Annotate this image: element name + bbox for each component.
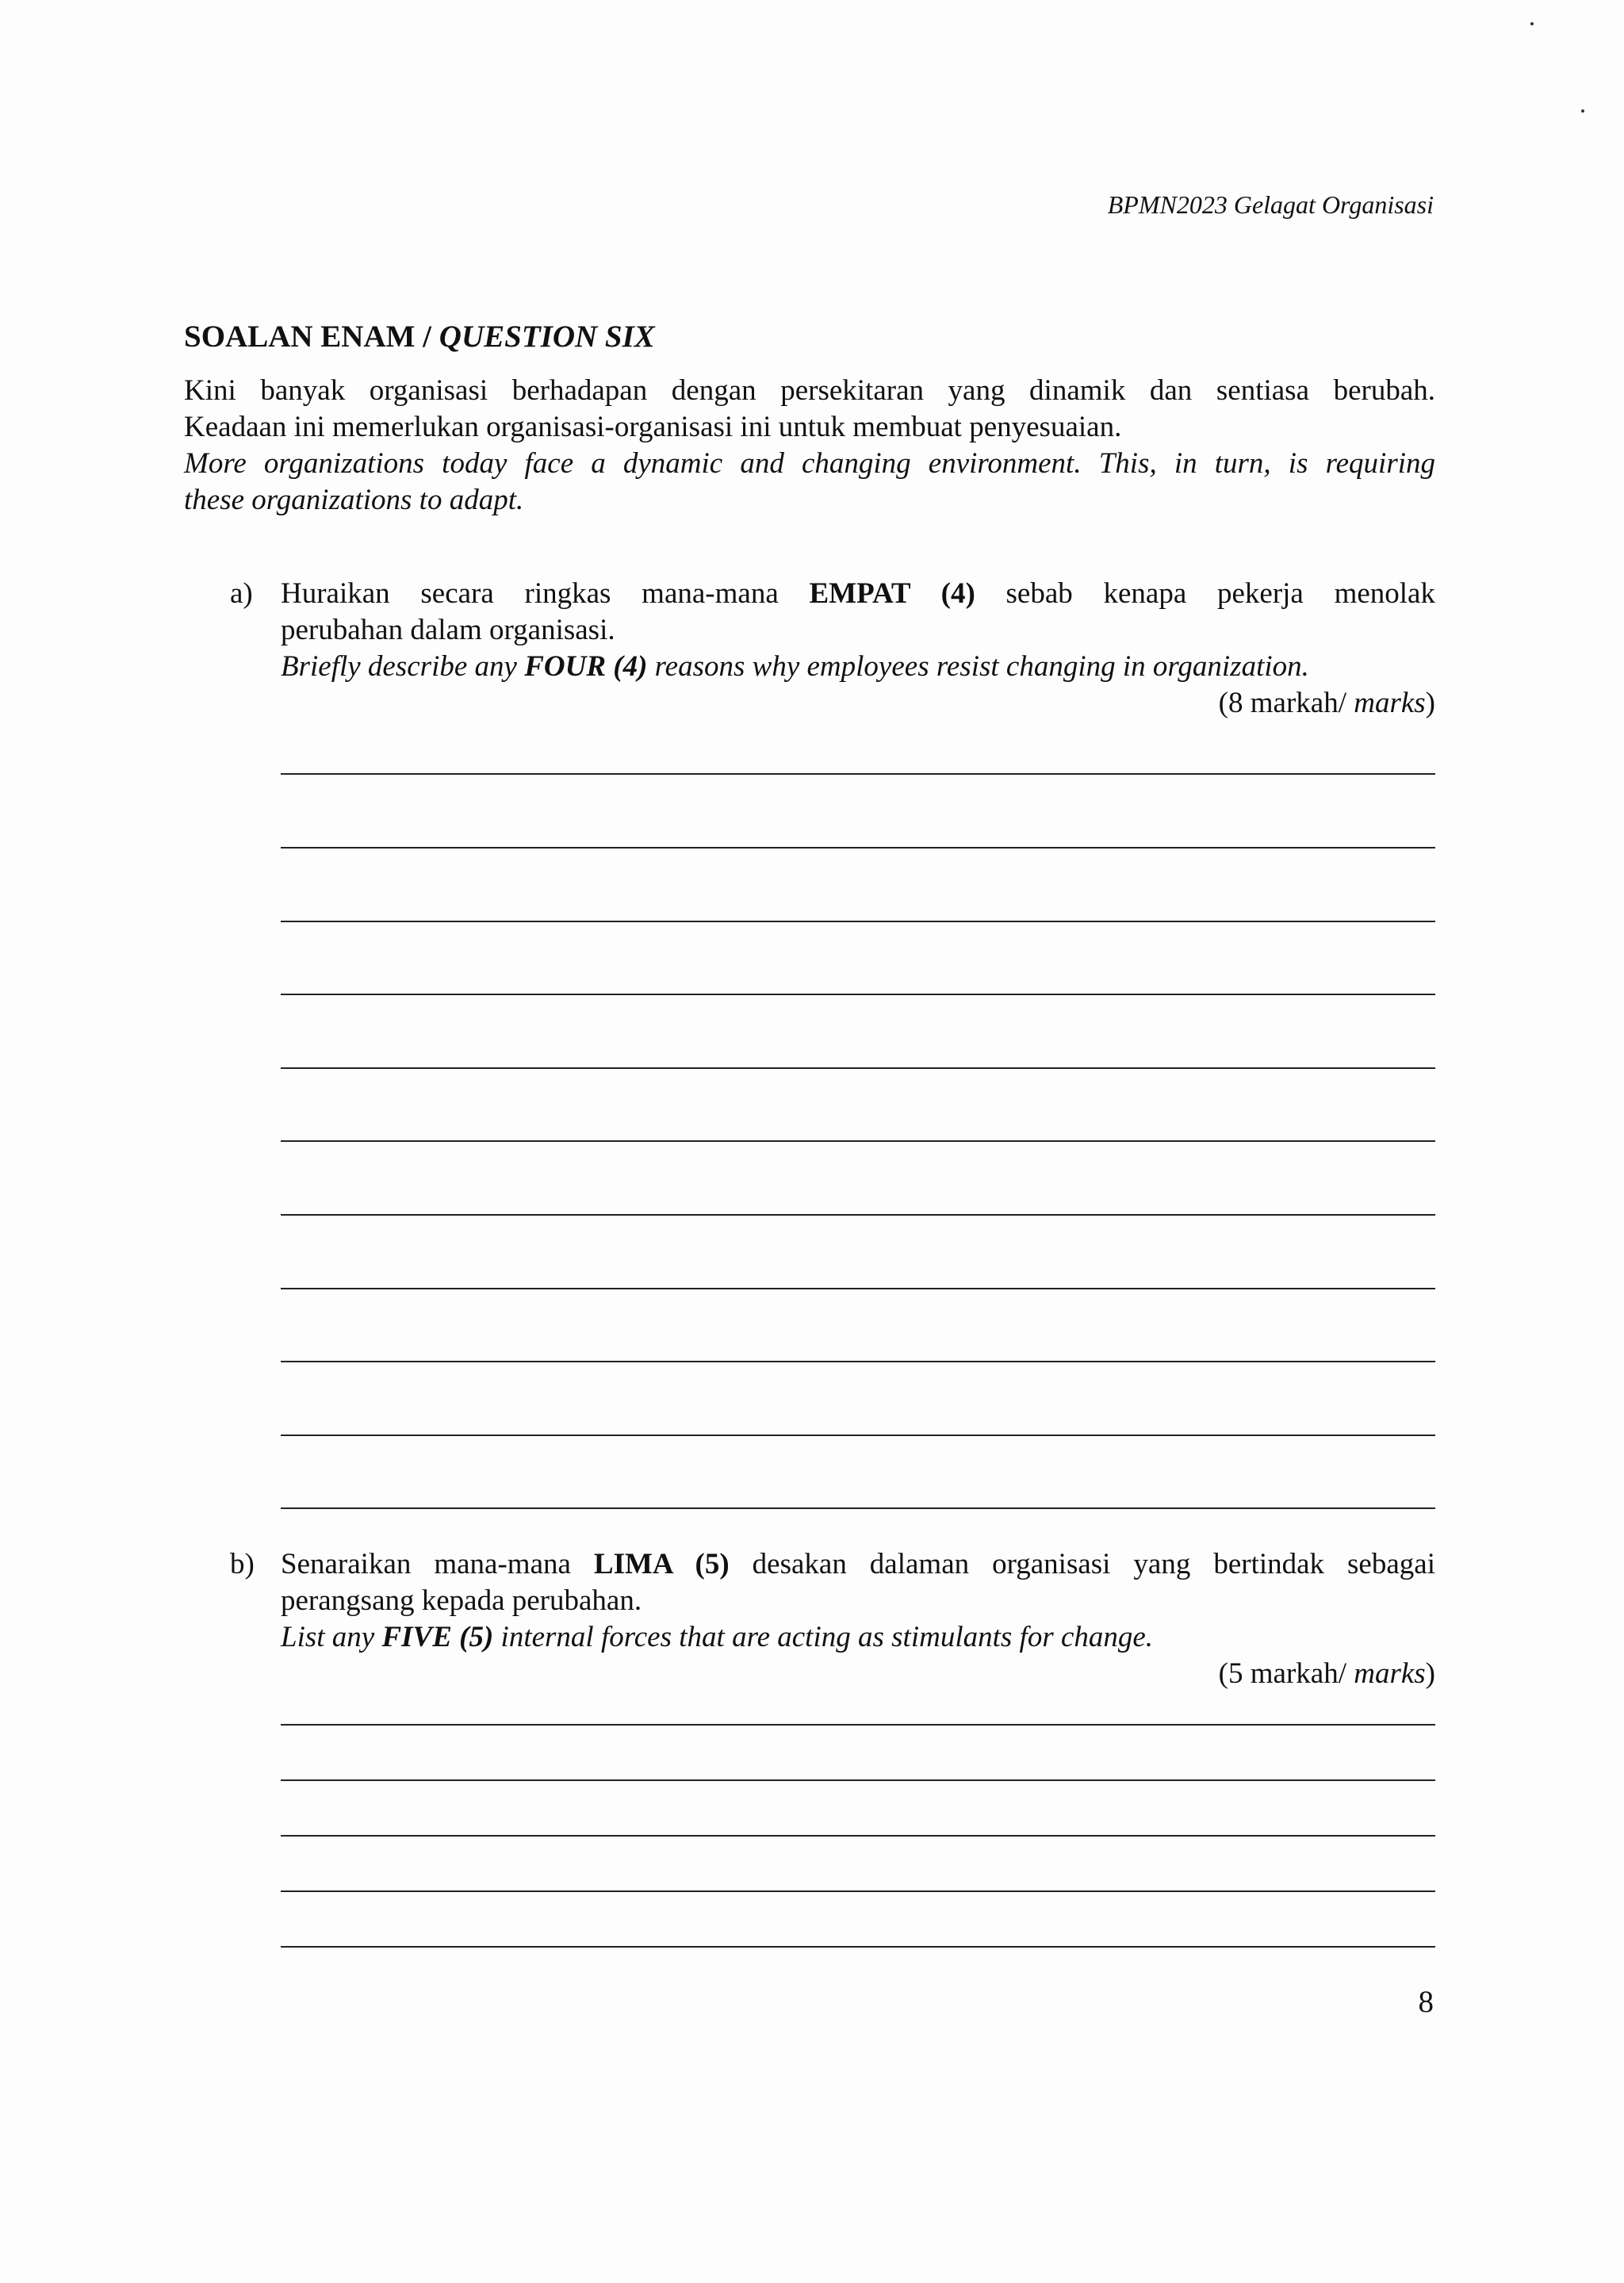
part-a-marks-prefix: (8 markah/ [1218, 687, 1354, 719]
part-a-marks-suffix: ) [1425, 687, 1435, 719]
answer-line[interactable] [281, 1946, 1435, 1948]
question-title [184, 319, 655, 354]
answer-line[interactable] [281, 1435, 1435, 1436]
answer-line[interactable] [281, 1835, 1435, 1837]
answer-line[interactable] [281, 1361, 1435, 1362]
part-a-marks-italic: marks [1354, 687, 1426, 719]
answer-line[interactable] [281, 1288, 1435, 1289]
answer-line[interactable] [281, 1890, 1435, 1892]
part-b-ms-line1: Senaraikan mana-mana LIMA (5) desakan dalaman organisasi yang bertindak sebagai [281, 1548, 1435, 1580]
part-b-marks-italic: marks [1354, 1657, 1426, 1690]
part-a-marks [281, 685, 1435, 722]
question-intro [184, 373, 1435, 519]
part-a-ms-line1: Huraikan secara ringkas mana-mana EMPAT (4) sebab kenapa pekerja menolak [281, 577, 1435, 610]
answer-line[interactable] [281, 994, 1435, 995]
answer-line[interactable] [281, 921, 1435, 922]
answer-line[interactable] [281, 847, 1435, 848]
intro-ms-line2: Keadaan ini memerlukan organisasi-organisasi ini untuk membuat penyesuaian. [184, 411, 1122, 443]
answer-line[interactable] [281, 1779, 1435, 1781]
question-title-en: QUESTION SIX [439, 320, 655, 354]
part-b-label: b) [230, 1548, 255, 1580]
course-header: BPMN2023 Gelagat Organisasi [1107, 190, 1434, 219]
answer-line[interactable] [281, 1507, 1435, 1509]
answer-line[interactable] [281, 1724, 1435, 1726]
intro-en-line1: More organizations today face a dynamic and changing environment. This, in turn, is requiring [184, 447, 1435, 480]
answer-line[interactable] [281, 1214, 1435, 1216]
part-b-marks-suffix: ) [1425, 1657, 1435, 1690]
part-b [230, 1546, 1435, 1692]
part-a-en: Briefly describe any FOUR (4) reasons why employees resist changing in organization. [281, 650, 1309, 683]
answer-line[interactable] [281, 1067, 1435, 1069]
part-a-label: a) [230, 577, 253, 610]
intro-ms-line1: Kini banyak organisasi berhadapan dengan persekitaran yang dinamik dan sentiasa berubah. [184, 374, 1435, 407]
answer-line[interactable] [281, 773, 1435, 775]
scan-speck [1530, 22, 1534, 25]
part-b-en: List any FIVE (5) internal forces that are acting as stimulants for change. [281, 1621, 1154, 1653]
page-number: 8 [1418, 1985, 1434, 2019]
answer-line[interactable] [281, 1140, 1435, 1142]
part-a [230, 576, 1435, 722]
question-title-ms: SOALAN ENAM / [184, 320, 432, 354]
scan-speck [1581, 109, 1584, 113]
part-a-ms-line2: perubahan dalam organisasi. [281, 614, 615, 646]
part-b-marks [281, 1656, 1435, 1692]
part-b-marks-prefix: (5 markah/ [1218, 1657, 1354, 1690]
intro-en-line2: these organizations to adapt. [184, 484, 524, 516]
part-b-ms-line2: perangsang kepada perubahan. [281, 1584, 642, 1617]
